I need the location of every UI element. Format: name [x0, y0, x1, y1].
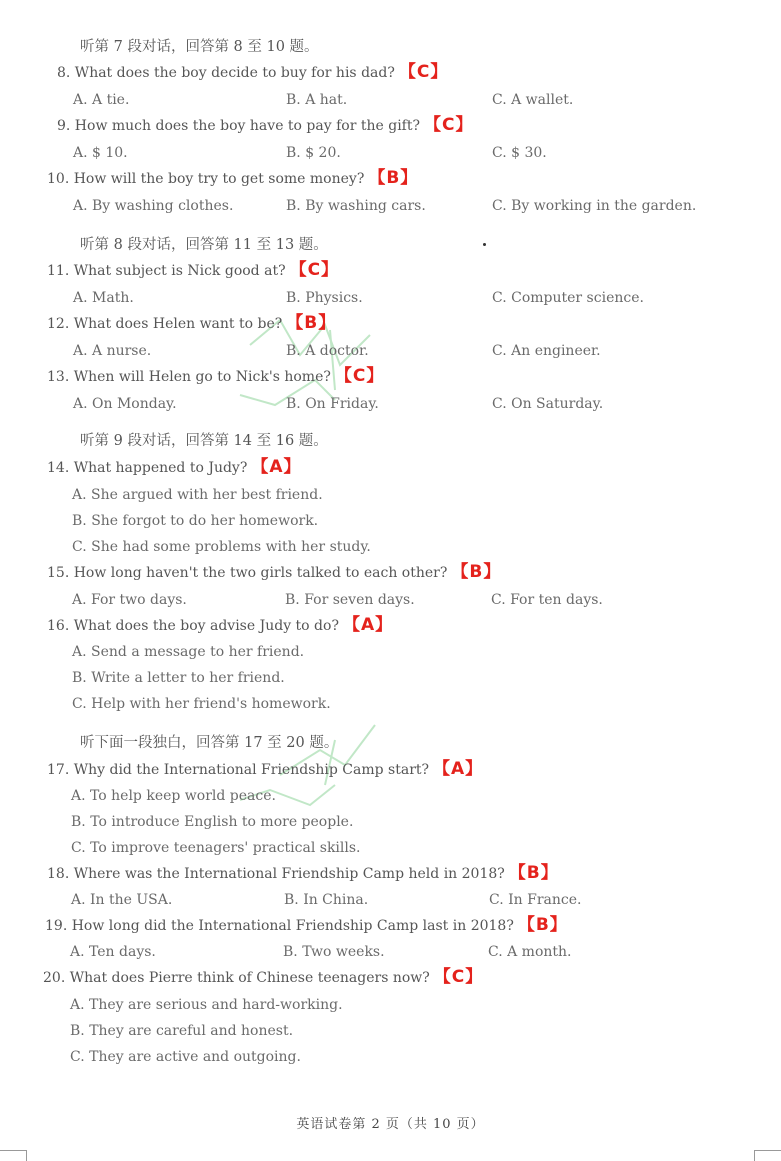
question-15 — [47, 563, 501, 582]
option-c: C. A wallet. — [492, 92, 574, 108]
question-text: 19. How long did the International Friendship Camp last in 2018? — [45, 918, 514, 934]
question-text: 20. What does Pierre think of Chinese teenagers now? — [43, 970, 430, 986]
crop-mark-right — [754, 1150, 781, 1161]
option-c: C. They are active and outgoing. — [70, 1049, 301, 1065]
question-text: 10. How will the boy try to get some money? — [47, 171, 365, 187]
question-text: 17. Why did the International Friendship Camp start? — [47, 762, 430, 778]
question-13 — [47, 367, 384, 386]
option-c: C. Help with her friend's homework. — [72, 696, 331, 712]
question-text: 15. How long haven't the two girls talked to each other? — [47, 565, 448, 581]
option-c: C. $ 30. — [492, 145, 547, 161]
option-c: C. By working in the garden. — [492, 198, 697, 214]
option-c: C. On Saturday. — [492, 396, 604, 412]
question-text: 12. What does Helen want to be? — [47, 316, 283, 332]
option-a: A. In the USA. — [71, 892, 173, 908]
option-a: A. She argued with her best friend. — [72, 487, 323, 503]
answer-mark: 【B】 — [508, 863, 559, 883]
question-text: 9. How much does the boy have to pay for the gift? — [57, 118, 420, 134]
question-11 — [47, 261, 339, 280]
option-a: A. A nurse. — [73, 343, 152, 359]
answer-mark: 【A】 — [342, 615, 394, 635]
option-a: A. On Monday. — [73, 396, 177, 412]
option-c: C. An engineer. — [492, 343, 601, 359]
question-17 — [47, 760, 483, 779]
option-b: B. They are careful and honest. — [70, 1023, 294, 1039]
question-text: 11. What subject is Nick good at? — [47, 263, 286, 279]
question-16 — [47, 616, 393, 635]
question-text: 14. What happened to Judy? — [47, 460, 248, 476]
question-10 — [47, 169, 418, 188]
page-footer: 英语试卷第 2 页（共 10 页） — [296, 1117, 485, 1132]
option-b: B. Write a letter to her friend. — [72, 670, 285, 686]
question-12 — [47, 314, 336, 333]
question-text: 8. What does the boy decide to buy for his dad? — [57, 65, 395, 81]
crop-mark-left — [0, 1150, 27, 1161]
option-c: C. To improve teenagers' practical skills. — [71, 840, 361, 856]
option-b: B. Two weeks. — [283, 944, 385, 960]
option-a: A. Math. — [73, 290, 134, 306]
option-a: A. Send a message to her friend. — [72, 644, 305, 660]
option-c: C. In France. — [489, 892, 582, 908]
option-a: A. For two days. — [72, 592, 187, 608]
section-heading: 听第 9 段对话，回答第 14 至 16 题。 — [80, 433, 328, 449]
option-b: B. In China. — [284, 892, 369, 908]
option-b: B. A doctor. — [286, 343, 369, 359]
answer-mark: 【B】 — [517, 915, 568, 935]
answer-mark: 【C】 — [423, 115, 474, 135]
stray-dot — [483, 243, 486, 246]
answer-mark: 【B】 — [286, 313, 337, 333]
answer-mark: 【C】 — [334, 366, 385, 386]
question-8 — [57, 63, 448, 82]
option-c: C. For ten days. — [491, 592, 603, 608]
option-b: B. To introduce English to more people. — [71, 814, 354, 830]
option-c: C. A month. — [488, 944, 572, 960]
answer-mark: 【C】 — [433, 967, 484, 987]
option-b: B. She forgot to do her homework. — [72, 513, 319, 529]
section-heading: 听第 7 段对话，回答第 8 至 10 题。 — [80, 39, 319, 55]
answer-mark: 【C】 — [398, 62, 449, 82]
option-a: A. $ 10. — [73, 145, 128, 161]
question-19 — [45, 916, 568, 935]
option-b: B. Physics. — [286, 290, 363, 306]
option-c: C. She had some problems with her study. — [72, 539, 371, 555]
question-14 — [47, 458, 302, 477]
option-a: A. Ten days. — [70, 944, 156, 960]
option-b: B. A hat. — [286, 92, 348, 108]
option-a: A. A tie. — [73, 92, 130, 108]
answer-mark: 【C】 — [289, 260, 340, 280]
answer-mark: 【A】 — [251, 457, 302, 477]
answer-mark: 【B】 — [368, 168, 419, 188]
answer-mark: 【B】 — [451, 562, 502, 582]
section-heading: 听下面一段独白，回答第 17 至 20 题。 — [80, 735, 339, 751]
section-heading: 听第 8 段对话，回答第 11 至 13 题。 — [80, 237, 328, 253]
option-b: B. $ 20. — [286, 145, 341, 161]
question-20 — [43, 968, 483, 987]
option-b: B. For seven days. — [285, 592, 415, 608]
option-a: A. They are serious and hard-working. — [70, 997, 343, 1013]
question-text: 13. When will Helen go to Nick's home? — [47, 369, 331, 385]
question-18 — [47, 864, 559, 883]
option-c: C. Computer science. — [492, 290, 644, 306]
option-a: A. To help keep world peace. — [71, 788, 276, 804]
question-text: 18. Where was the International Friendship Camp held in 2018? — [47, 866, 505, 882]
option-b: B. By washing cars. — [286, 198, 426, 214]
option-a: A. By washing clothes. — [73, 198, 234, 214]
answer-mark: 【A】 — [433, 759, 484, 779]
question-text: 16. What does the boy advise Judy to do? — [47, 618, 339, 634]
question-9 — [57, 116, 473, 135]
option-b: B. On Friday. — [286, 396, 379, 412]
